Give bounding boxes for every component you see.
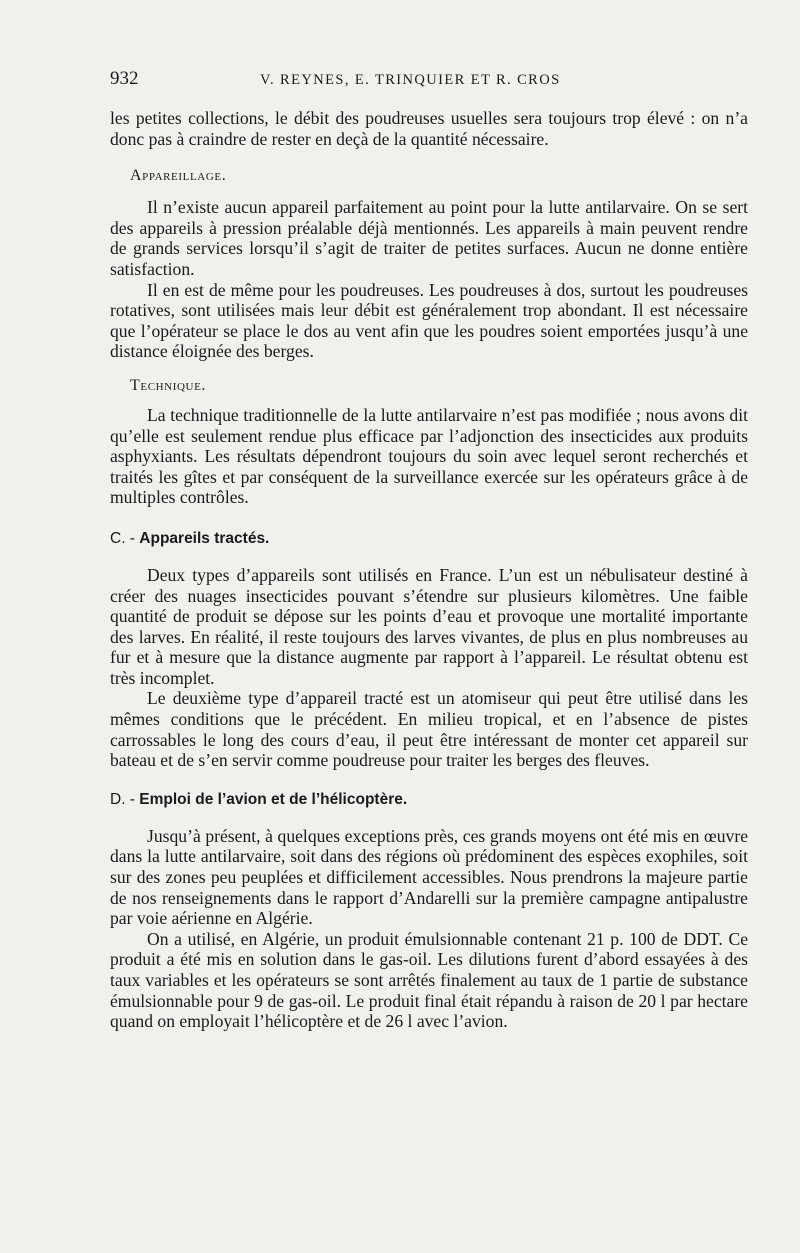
section-d-letter: D. - <box>110 790 135 808</box>
paragraph-appareillage-2: Il en est de même pour les poudreuses. Les poudreuses à dos, surtout les poudreuses rotatives, sont utilisées mais leur débit est généralement trop abondant. Il est nécessaire que l’opérateur se place le dos au vent afin que les poudres soient emportées jusqu’à une distance éloignée des berges. <box>110 279 748 362</box>
paragraph-continuation: les petites collections, le débit des poudreuses usuelles sera toujours trop élevé : on n’a donc pas à craindre de rester en deçà de la quantité nécessaire. <box>110 108 748 149</box>
section-heading-c <box>110 530 748 548</box>
page-number: 932 <box>110 68 139 89</box>
paragraph-appareillage-1: Il n’existe aucun appareil parfaitement au point pour la lutte antilarvaire. On se sert des appareils à pression préalable déjà mentionnés. Les appareils à main peuvent rendre de grands services lorsqu’il s’agit de traiter de petites surfaces. Aucun ne donne entière satisfaction. <box>110 197 748 279</box>
heading-appareillage: Appareillage. <box>130 167 227 185</box>
section-d-title: Emploi de l’avion et de l’hélicoptère. <box>139 790 408 808</box>
paragraph-appareils-tractes-2: Le deuxième type d’appareil tracté est un atomiseur qui peut être utilisé dans les mêmes conditions que le précédent. En milieu tropical, et en l’absence de pistes carrossables le long des cours d’eau, il peut être intéressant de monter cet appareil sur bateau et de s’en servir comme poudreuse pour traiter les berges des fleuves. <box>110 688 748 771</box>
paragraph-appareils-tractes-1: Deux types d’appareils sont utilisés en France. L’un est un nébulisateur destiné à créer des nuages insecticides pouvant s’étendre sur plusieurs kilomètres. Une faible quantité de produit se dépose sur les points d’eau et provoque une mortalité importante des larves. En réalité, il reste toujours des larves vivantes, de plus en plus nombreuses au fur et à mesure que la distance augmente par rapport à l’appareil. Le résultat obtenu est très incomplet. <box>110 564 748 688</box>
paragraph-technique: La technique traditionnelle de la lutte antilarvaire n’est pas modifiée ; nous avons dit qu’elle est seulement rendue plus efficace par l’adjonction des insecticides aux produits asphyxiants. Les résultats dépendront toujours du soin avec lequel seront recherchés et traités les gîtes et par conséquent de la surveillance exercée sur les opérateurs grâce à de multiples contrôles. <box>110 404 748 508</box>
section-c-letter: C. - <box>110 529 135 547</box>
section-c-title: Appareils tractés. <box>139 529 270 547</box>
paragraph-avion-2: On a utilisé, en Algérie, un produit émulsionnable contenant 21 p. 100 de DDT. Ce produit a été mis en solution dans le gas-oil. Les dilutions furent d’abord essayées à des taux variables et les opérateurs se sont arrêtés finalement au taux de 1 partie de substance émulsionnable pour 9 de gas-oil. Le produit final était répandu à raison de 20 l par hectare quand on employait l’hélicoptère et de 26 l avec l’avion. <box>110 928 748 1032</box>
heading-technique: Technique. <box>130 376 206 394</box>
section-heading-d <box>110 791 748 809</box>
running-head-authors: V. REYNES, E. TRINQUIER ET R. CROS <box>260 72 561 88</box>
running-head <box>110 68 748 98</box>
paragraph-avion-1: Jusqu’à présent, à quelques exceptions près, ces grands moyens ont été mis en œuvre dans la lutte antilarvaire, soit dans des régions où prédominent des espèces exophiles, soit sur des zones peu peuplées et difficilement accessibles. Nous prendrons la majeure partie de nos renseignements dans le rapport d’Andarelli sur la première campagne antipalustre par voie aérienne en Algérie. <box>110 825 748 929</box>
